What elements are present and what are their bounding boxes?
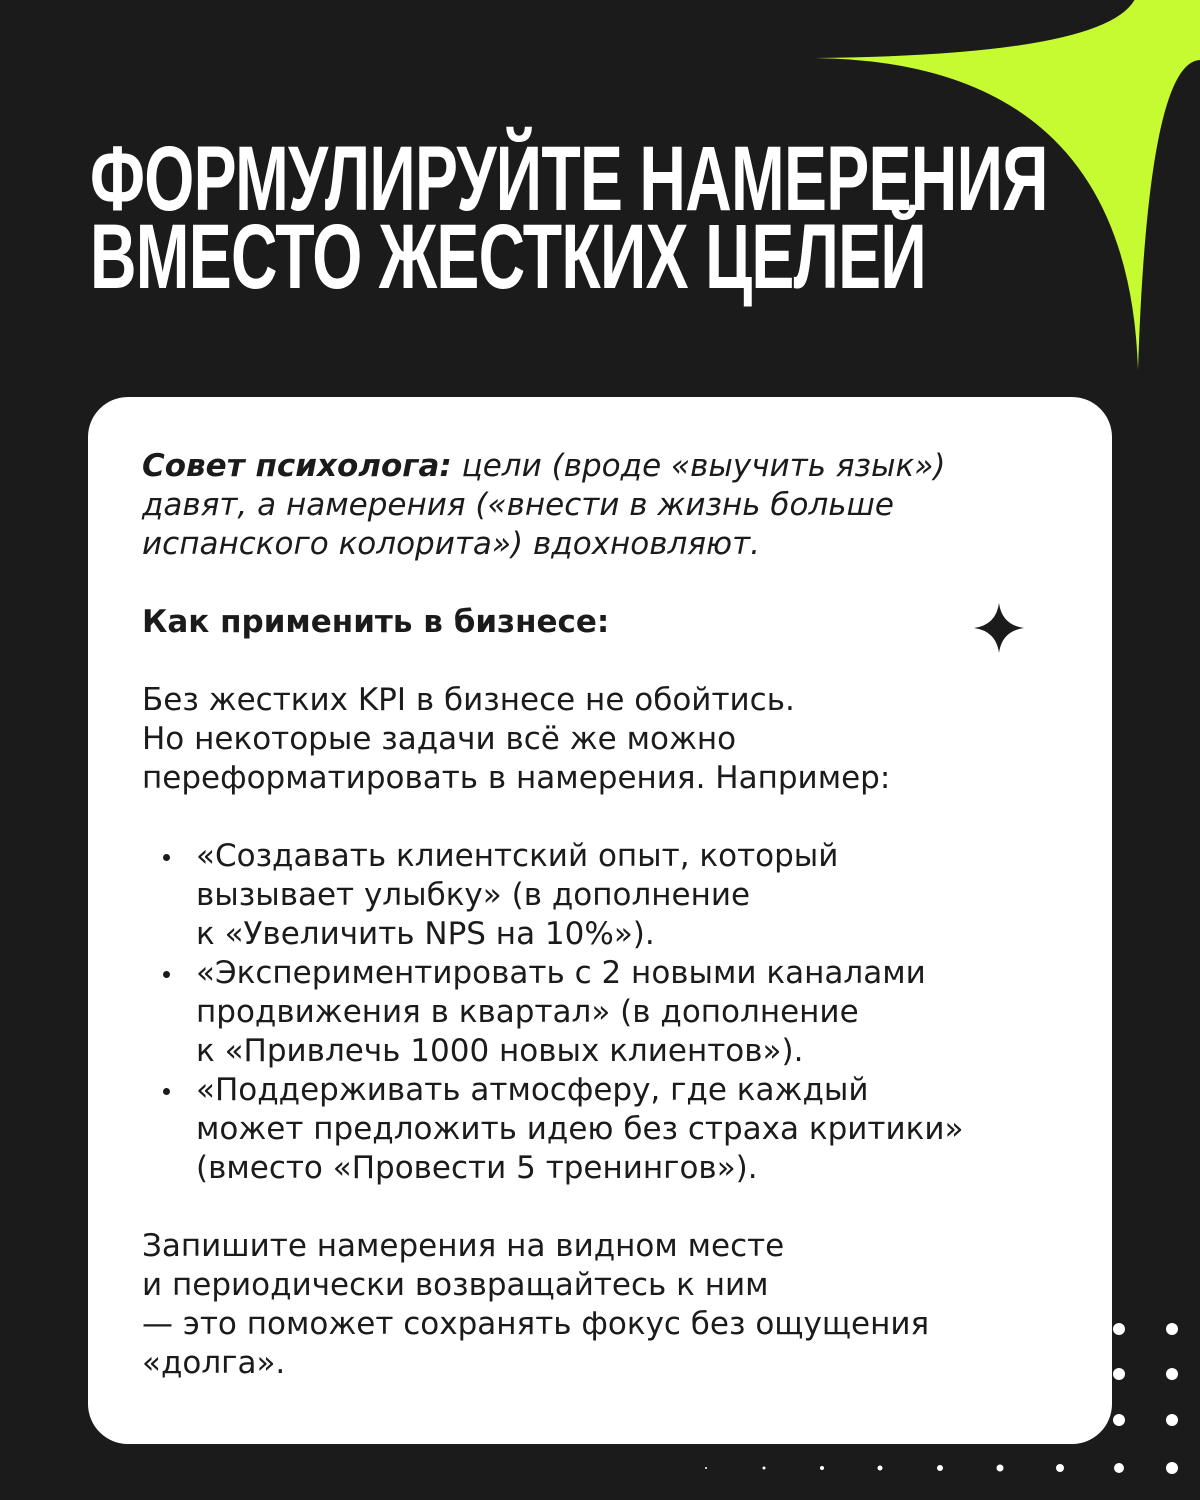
outro-line-1: Запишите намерения на видном месте: [142, 1228, 785, 1264]
business-heading: Как применить в бизнесе:: [142, 604, 610, 640]
intro-line-2: Но некоторые задачи всё же можно: [142, 721, 737, 757]
intro-line-1: Без жестких KPI в бизнесе не обойтись.: [142, 682, 795, 718]
tip-line-2: давят, а намерения («внести в жизнь больше: [142, 487, 894, 523]
tip-line-3: испанского колорита») вдохновляют.: [142, 526, 760, 562]
bullet-3-line-2: может предложить идею без страха критики»: [196, 1111, 964, 1147]
title-line-1: ФОРМУЛИРУЙТЕ НАМЕРЕНИЯ: [90, 128, 1048, 230]
bullet-1-line-3: к «Увеличить NPS на 10%»).: [196, 916, 655, 952]
outro-line-2: и периодически возвращайтесь к ним: [142, 1267, 769, 1303]
bullet-1-line-2: вызывает улыбку» (в дополнение: [196, 877, 751, 913]
bullet-3-line-3: (вместо «Провести 5 тренингов»).: [196, 1150, 758, 1186]
bullet-3-line-1: «Поддерживать атмосферу, где каждый: [196, 1072, 869, 1108]
bullet-2-line-2: продвижения в квартал» (в дополнение: [196, 994, 859, 1030]
tip-line-1: цели (вроде «выучить язык»): [451, 448, 946, 484]
bullet-1-line-1: «Создавать клиентский опыт, который: [196, 838, 839, 874]
outro-line-3: — это поможет сохранять фокус без ощущения: [142, 1306, 930, 1342]
tip-label: Совет психолога:: [142, 448, 452, 484]
intro-line-3: переформатировать в намерения. Например:: [142, 760, 891, 796]
outro-line-4: «долга».: [142, 1345, 286, 1381]
bullet-2-line-1: «Экспериментировать с 2 новыми каналами: [196, 955, 926, 991]
bullet-2-line-3: к «Привлечь 1000 новых клиентов»).: [196, 1033, 804, 1069]
title-line-2: ВМЕСТО ЖЕСТКИХ ЦЕЛЕЙ: [90, 206, 927, 308]
